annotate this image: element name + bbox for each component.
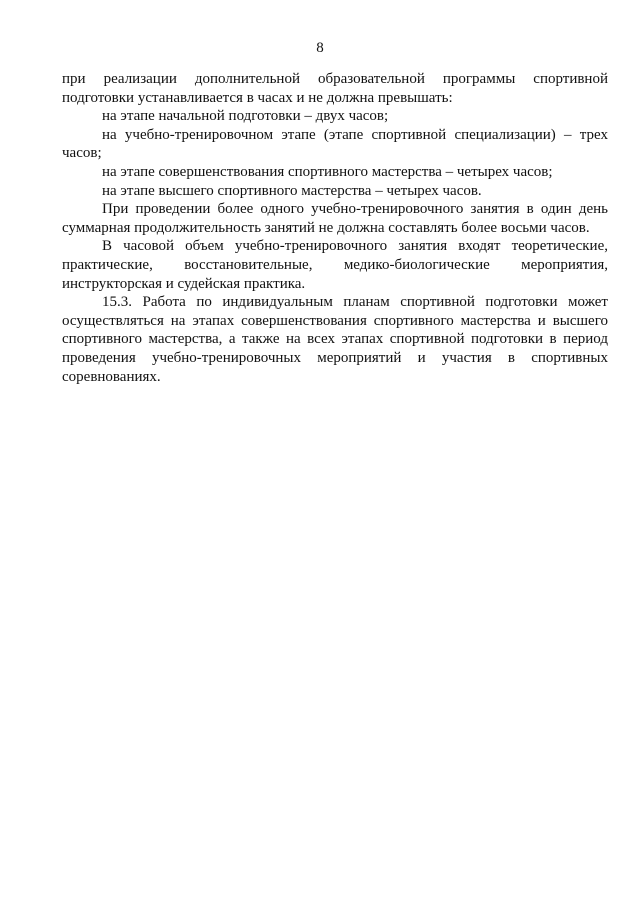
document-body <box>62 70 608 386</box>
paragraph-hour-volume: В часовой объем учебно-тренировочного занятия входят теоретические, практические, восстановительные, медико-биологические мероприятия, инструкторская и судейская практика. <box>62 238 608 292</box>
paragraph-total-duration: При проведении более одного учебно-тренировочного занятия в один день суммарная продолжительность занятий не должна составлять более восьми часов. <box>62 201 608 236</box>
paragraph-intro: при реализации дополнительной образовательной программы спортивной подготовки устанавливается в часах и не должна превышать: <box>62 71 608 106</box>
page-number: 8 <box>316 40 324 56</box>
list-item-initial-stage: на этапе начальной подготовки – двух часов; <box>102 108 389 125</box>
paragraph-individual-plans: 15.3. Работа по индивидуальным планам спортивной подготовки может осуществляться на этапах совершенствования спортивного мастерства и высшего спортивного мастерства, а также на всех этапах спортивной подготовки в период проведения учебно-тренировочных мероприятий и участия в спортивных соревнованиях. <box>62 294 608 385</box>
list-item-highest-stage: на этапе высшего спортивного мастерства – четырех часов. <box>102 182 482 199</box>
list-item-improvement-stage: на этапе совершенствования спортивного мастерства – четырех часов; <box>102 163 553 180</box>
list-item-training-stage: на учебно-тренировочном этапе (этапе спортивной специализации) – трех часов; <box>62 126 608 162</box>
